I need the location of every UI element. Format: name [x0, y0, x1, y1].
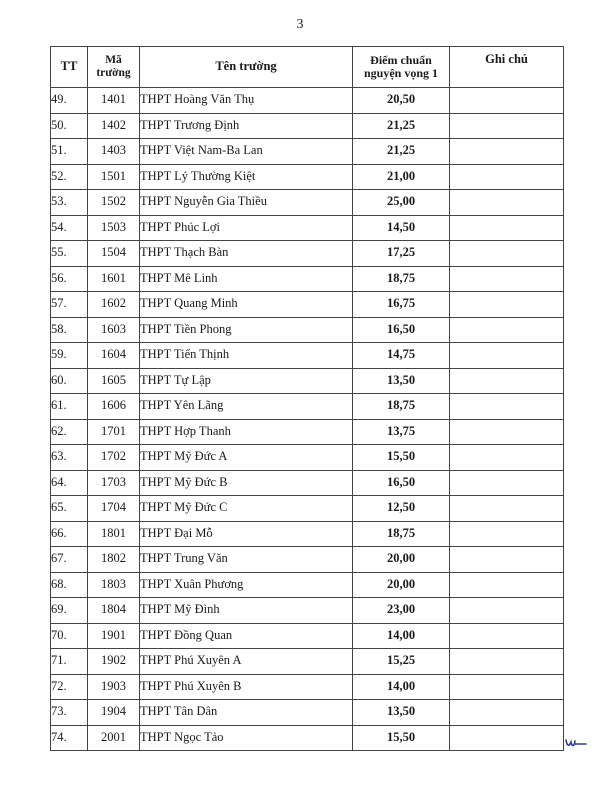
row-school-code: 1803	[88, 572, 140, 598]
row-benchmark-score: 21,25	[353, 113, 450, 139]
row-tt: 54.	[51, 215, 88, 241]
table-row	[51, 700, 564, 726]
row-school-name: THPT Tiền Phong	[140, 317, 353, 343]
row-school-code: 1603	[88, 317, 140, 343]
row-school-code: 1704	[88, 496, 140, 522]
row-school-code: 1606	[88, 394, 140, 420]
row-school-name: THPT Đồng Quan	[140, 623, 353, 649]
row-benchmark-score: 15,25	[353, 649, 450, 675]
row-school-name: THPT Mỹ Đức A	[140, 445, 353, 471]
table-row	[51, 649, 564, 675]
row-tt: 73.	[51, 700, 88, 726]
row-tt: 53.	[51, 190, 88, 216]
row-note	[450, 674, 564, 700]
table-row	[51, 317, 564, 343]
row-benchmark-score: 12,50	[353, 496, 450, 522]
row-tt: 71.	[51, 649, 88, 675]
row-tt: 62.	[51, 419, 88, 445]
row-tt: 61.	[51, 394, 88, 420]
row-school-name: THPT Việt Nam-Ba Lan	[140, 139, 353, 165]
row-school-name: THPT Phúc Lợi	[140, 215, 353, 241]
row-note	[450, 572, 564, 598]
table-row	[51, 215, 564, 241]
table-row	[51, 139, 564, 165]
row-school-name: THPT Thạch Bàn	[140, 241, 353, 267]
table-header-row	[51, 47, 564, 88]
row-tt: 72.	[51, 674, 88, 700]
row-school-name: THPT Lý Thường Kiệt	[140, 164, 353, 190]
row-school-name: THPT Xuân Phương	[140, 572, 353, 598]
row-school-name: THPT Hoàng Văn Thụ	[140, 88, 353, 114]
row-note	[450, 470, 564, 496]
row-school-name: THPT Mỹ Đức B	[140, 470, 353, 496]
header-tt: TT	[51, 47, 88, 88]
row-tt: 52.	[51, 164, 88, 190]
row-school-name: THPT Mỹ Đức C	[140, 496, 353, 522]
row-benchmark-score: 14,50	[353, 215, 450, 241]
table-row	[51, 419, 564, 445]
row-benchmark-score: 14,00	[353, 623, 450, 649]
header-benchmark-score	[353, 47, 450, 88]
row-tt: 69.	[51, 598, 88, 624]
row-school-name: THPT Yên Lãng	[140, 394, 353, 420]
row-tt: 49.	[51, 88, 88, 114]
row-note	[450, 292, 564, 318]
row-note	[450, 598, 564, 624]
row-school-code: 1702	[88, 445, 140, 471]
header-score-line1: Điểm chuẩn	[370, 52, 432, 67]
row-benchmark-score: 17,25	[353, 241, 450, 267]
row-tt: 64.	[51, 470, 88, 496]
row-school-code: 1701	[88, 419, 140, 445]
table-row	[51, 394, 564, 420]
row-note	[450, 190, 564, 216]
row-note	[450, 419, 564, 445]
row-note	[450, 496, 564, 522]
row-note	[450, 394, 564, 420]
row-school-name: THPT Tự Lập	[140, 368, 353, 394]
row-note	[450, 700, 564, 726]
table-row	[51, 496, 564, 522]
row-school-code: 1504	[88, 241, 140, 267]
row-note	[450, 521, 564, 547]
table-row	[51, 470, 564, 496]
row-benchmark-score: 21,00	[353, 164, 450, 190]
row-school-code: 1502	[88, 190, 140, 216]
row-note	[450, 623, 564, 649]
row-school-code: 1602	[88, 292, 140, 318]
header-school-code-line2: trường	[96, 67, 131, 79]
row-note	[450, 266, 564, 292]
row-benchmark-score: 20,00	[353, 572, 450, 598]
admission-scores-table	[50, 46, 564, 751]
table-row	[51, 190, 564, 216]
row-school-code: 1401	[88, 88, 140, 114]
row-note	[450, 445, 564, 471]
table-row	[51, 547, 564, 573]
row-tt: 65.	[51, 496, 88, 522]
row-school-name: THPT Phú Xuyên A	[140, 649, 353, 675]
row-benchmark-score: 16,50	[353, 470, 450, 496]
row-note	[450, 164, 564, 190]
row-note	[450, 215, 564, 241]
page-number: 3	[296, 17, 304, 32]
row-school-name: THPT Trung Văn	[140, 547, 353, 573]
table-row	[51, 674, 564, 700]
row-school-code: 1605	[88, 368, 140, 394]
row-benchmark-score: 18,75	[353, 266, 450, 292]
row-school-code: 1503	[88, 215, 140, 241]
row-tt: 55.	[51, 241, 88, 267]
table-row	[51, 88, 564, 114]
row-tt: 68.	[51, 572, 88, 598]
row-school-code: 2001	[88, 725, 140, 751]
row-benchmark-score: 18,75	[353, 394, 450, 420]
row-school-code: 1703	[88, 470, 140, 496]
row-note	[450, 88, 564, 114]
row-benchmark-score: 14,75	[353, 343, 450, 369]
row-tt: 67.	[51, 547, 88, 573]
table-row	[51, 292, 564, 318]
row-benchmark-score: 21,25	[353, 139, 450, 165]
row-school-name: THPT Trương Định	[140, 113, 353, 139]
row-tt: 60.	[51, 368, 88, 394]
row-school-code: 1601	[88, 266, 140, 292]
row-school-code: 1402	[88, 113, 140, 139]
row-benchmark-score: 13,50	[353, 700, 450, 726]
table-row	[51, 572, 564, 598]
row-benchmark-score: 20,00	[353, 547, 450, 573]
row-note	[450, 547, 564, 573]
row-school-code: 1903	[88, 674, 140, 700]
row-school-code: 1904	[88, 700, 140, 726]
table-row	[51, 241, 564, 267]
row-note	[450, 317, 564, 343]
row-school-name: THPT Phú Xuyên B	[140, 674, 353, 700]
header-score-line2: nguyện vọng 1	[363, 66, 439, 80]
row-school-code: 1802	[88, 547, 140, 573]
header-notes: Ghi chú	[450, 47, 564, 88]
header-school-code-line1: Mã	[105, 54, 122, 67]
row-school-code: 1403	[88, 139, 140, 165]
row-tt: 50.	[51, 113, 88, 139]
row-benchmark-score: 23,00	[353, 598, 450, 624]
row-tt: 56.	[51, 266, 88, 292]
table-row	[51, 725, 564, 751]
row-school-code: 1501	[88, 164, 140, 190]
row-note	[450, 343, 564, 369]
table-row	[51, 266, 564, 292]
row-tt: 51.	[51, 139, 88, 165]
table-row	[51, 521, 564, 547]
table-row	[51, 368, 564, 394]
row-tt: 57.	[51, 292, 88, 318]
row-school-code: 1804	[88, 598, 140, 624]
row-school-name: THPT Tiến Thịnh	[140, 343, 353, 369]
header-school-code	[88, 47, 140, 88]
row-tt: 58.	[51, 317, 88, 343]
table-row	[51, 113, 564, 139]
table-row	[51, 343, 564, 369]
row-benchmark-score: 20,50	[353, 88, 450, 114]
row-benchmark-score: 14,00	[353, 674, 450, 700]
row-school-code: 1604	[88, 343, 140, 369]
row-tt: 63.	[51, 445, 88, 471]
row-tt: 70.	[51, 623, 88, 649]
row-benchmark-score: 25,00	[353, 190, 450, 216]
row-tt: 59.	[51, 343, 88, 369]
row-school-name: THPT Mỹ Đình	[140, 598, 353, 624]
row-note	[450, 241, 564, 267]
row-note	[450, 113, 564, 139]
row-note	[450, 649, 564, 675]
row-benchmark-score: 13,50	[353, 368, 450, 394]
row-school-name: THPT Ngọc Tảo	[140, 725, 353, 751]
row-note	[450, 368, 564, 394]
row-school-code: 1801	[88, 521, 140, 547]
row-school-name: THPT Mê Linh	[140, 266, 353, 292]
table-row	[51, 623, 564, 649]
row-school-code: 1901	[88, 623, 140, 649]
row-benchmark-score: 16,75	[353, 292, 450, 318]
handwritten-initial-mark	[565, 736, 587, 750]
row-school-name: THPT Nguyễn Gia Thiều	[140, 190, 353, 216]
row-school-name: THPT Tân Dân	[140, 700, 353, 726]
row-school-code: 1902	[88, 649, 140, 675]
row-benchmark-score: 15,50	[353, 445, 450, 471]
row-school-name: THPT Đại Mỗ	[140, 521, 353, 547]
table-body	[51, 88, 564, 751]
header-school-name: Tên trường	[140, 47, 353, 88]
table-row	[51, 164, 564, 190]
table-row	[51, 598, 564, 624]
row-benchmark-score: 16,50	[353, 317, 450, 343]
row-note	[450, 725, 564, 751]
row-tt: 74.	[51, 725, 88, 751]
row-note	[450, 139, 564, 165]
table-row	[51, 445, 564, 471]
row-tt: 66.	[51, 521, 88, 547]
row-school-name: THPT Hợp Thanh	[140, 419, 353, 445]
row-benchmark-score: 18,75	[353, 521, 450, 547]
row-benchmark-score: 15,50	[353, 725, 450, 751]
row-benchmark-score: 13,75	[353, 419, 450, 445]
row-school-name: THPT Quang Minh	[140, 292, 353, 318]
